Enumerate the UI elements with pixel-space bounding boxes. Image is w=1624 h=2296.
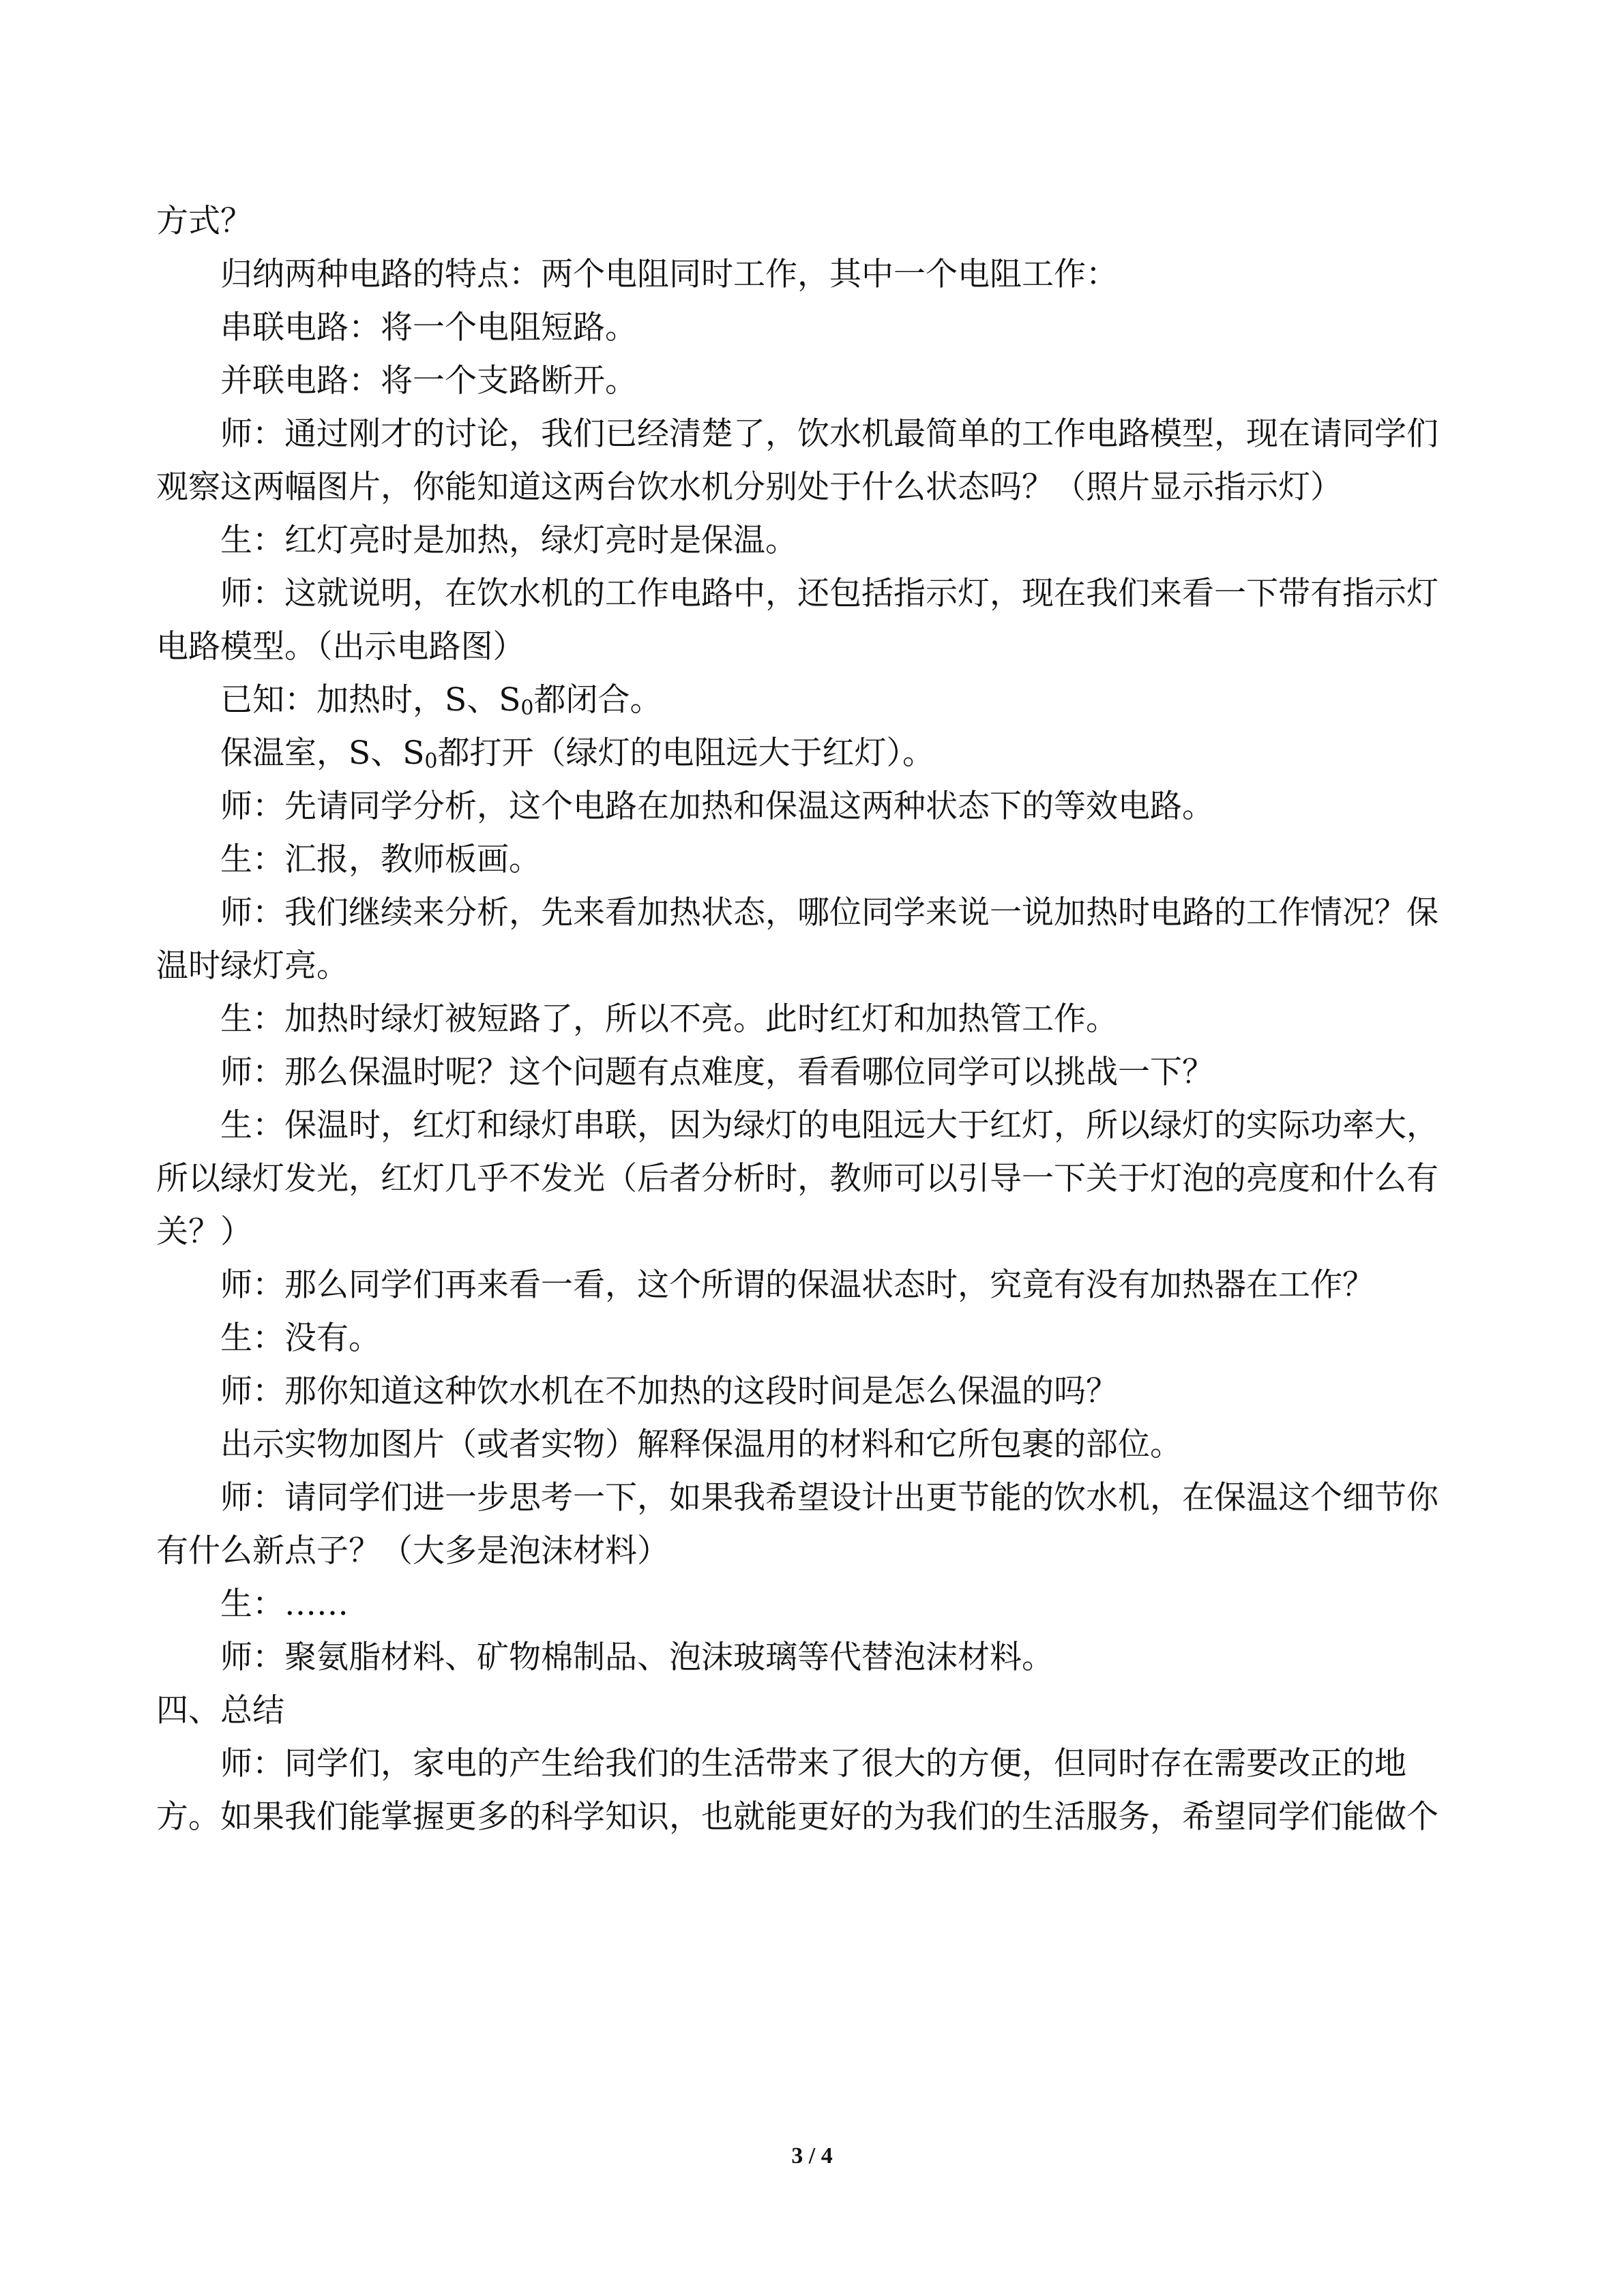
paragraph-line xyxy=(156,1578,1469,1631)
paragraph-line xyxy=(156,1791,1469,1844)
paragraph-text: 温时绿灯亮。 xyxy=(156,947,349,985)
paragraph-line xyxy=(156,1525,1469,1578)
paragraph-text: 师：聚氨脂材料、矿物棉制品、泡沫玻璃等代替泡沫材料。 xyxy=(220,1639,1054,1676)
paragraph-text: 生：…… xyxy=(220,1585,349,1623)
subscript: 0 xyxy=(424,749,438,773)
subscript: 0 xyxy=(520,696,534,720)
paragraph-line xyxy=(156,1684,1469,1738)
paragraph-line xyxy=(156,461,1469,514)
paragraph-line xyxy=(156,1472,1469,1525)
paragraph-line xyxy=(156,1259,1469,1312)
paragraph-text: 已知：加热时，S、S xyxy=(220,681,521,719)
paragraph-text: 归纳两种电路的特点：两个电阻同时工作，其中一个电阻工作： xyxy=(220,256,1118,293)
paragraph-text: 生：汇报，教师板画。 xyxy=(220,841,541,878)
paragraph-text: 生：红灯亮时是加热，绿灯亮时是保温。 xyxy=(220,522,797,559)
paragraph-line xyxy=(156,355,1469,408)
paragraph-text: 方式？ xyxy=(156,203,252,240)
paragraph-line xyxy=(156,993,1469,1046)
document-body xyxy=(156,195,1469,1844)
paragraph-text-continued: 都打开（绿灯的电阻远大于红灯）。 xyxy=(437,734,934,772)
paragraph-line xyxy=(156,727,1469,780)
paragraph-text: 师：那你知道这种饮水机在不加热的这段时间是怎么保温的吗？ xyxy=(220,1373,1118,1410)
paragraph-text-continued: 都闭合。 xyxy=(533,681,662,719)
paragraph-text: 四、总结 xyxy=(156,1692,284,1729)
paragraph-line xyxy=(156,1046,1469,1099)
paragraph-text: 所以绿灯发光，红灯几乎不发光（后者分析时，教师可以引导一下关于灯泡的亮度和什么有 xyxy=(156,1160,1438,1197)
paragraph-text: 生：没有。 xyxy=(220,1320,381,1357)
page-number: 3 / 4 xyxy=(791,2143,833,2168)
paragraph-text: 生：加热时绿灯被短路了，所以不亮。此时红灯和加热管工作。 xyxy=(220,1000,1118,1038)
paragraph-text: 有什么新点子？（大多是泡沫材料） xyxy=(156,1532,669,1570)
paragraph-text: 电路模型。（出示电路图） xyxy=(156,628,525,666)
paragraph-line xyxy=(156,1206,1469,1259)
paragraph-line xyxy=(156,1365,1469,1418)
paragraph-text: 关？） xyxy=(156,1213,252,1251)
paragraph-text: 师：请同学们进一步思考一下，如果我希望设计出更节能的饮水机，在保温这个细节你 xyxy=(220,1479,1438,1517)
paragraph-line xyxy=(156,195,1469,248)
paragraph-text: 师：先请同学分析，这个电路在加热和保温这两种状态下的等效电路。 xyxy=(220,788,1214,825)
paragraph-text: 串联电路：将一个电阻短路。 xyxy=(220,309,637,346)
paragraph-text: 方。如果我们能掌握更多的科学知识，也就能更好的为我们的生活服务，希望同学们能做个 xyxy=(156,1798,1438,1836)
paragraph-text: 师：通过刚才的讨论，我们已经清楚了，饮水机最简单的工作电路模型，现在请同学们 xyxy=(220,415,1438,453)
paragraph-text: 并联电路：将一个支路断开。 xyxy=(220,362,637,400)
paragraph-line xyxy=(156,674,1469,727)
paragraph-text: 保温室，S、S xyxy=(220,734,425,772)
paragraph-line xyxy=(156,301,1469,355)
paragraph-line xyxy=(156,567,1469,621)
paragraph-line xyxy=(156,833,1469,886)
paragraph-line xyxy=(156,1631,1469,1684)
paragraph-line xyxy=(156,1312,1469,1365)
paragraph-text: 师：那么保温时呢？这个问题有点难度，看看哪位同学可以挑战一下？ xyxy=(220,1054,1214,1091)
paragraph-line xyxy=(156,1738,1469,1791)
paragraph-text: 生：保温时，红灯和绿灯串联，因为绿灯的电阻远大于红灯，所以绿灯的实际功率大， xyxy=(220,1107,1438,1144)
paragraph-text: 师：同学们，家电的产生给我们的生活带来了很大的方便，但同时存在需要改正的地 xyxy=(220,1745,1406,1783)
paragraph-line xyxy=(156,621,1469,674)
paragraph-line xyxy=(156,886,1469,940)
paragraph-line xyxy=(156,248,1469,301)
paragraph-text: 观察这两幅图片，你能知道这两台饮水机分别处于什么状态吗？（照片显示指示灯） xyxy=(156,468,1342,506)
paragraph-line xyxy=(156,514,1469,567)
paragraph-text: 师：那么同学们再来看一看，这个所谓的保温状态时，究竟有没有加热器在工作？ xyxy=(220,1266,1374,1304)
paragraph-line xyxy=(156,780,1469,833)
paragraph-line xyxy=(156,1418,1469,1472)
paragraph-line xyxy=(156,1099,1469,1152)
paragraph-text: 出示实物加图片（或者实物）解释保温用的材料和它所包裹的部位。 xyxy=(220,1426,1182,1463)
paragraph-text: 师：这就说明，在饮水机的工作电路中，还包括指示灯，现在我们来看一下带有指示灯 xyxy=(220,575,1438,612)
paragraph-line xyxy=(156,1152,1469,1206)
paragraph-text: 师：我们继续来分析，先来看加热状态，哪位同学来说一说加热时电路的工作情况？保 xyxy=(220,894,1438,931)
paragraph-line xyxy=(156,940,1469,993)
paragraph-line xyxy=(156,408,1469,461)
